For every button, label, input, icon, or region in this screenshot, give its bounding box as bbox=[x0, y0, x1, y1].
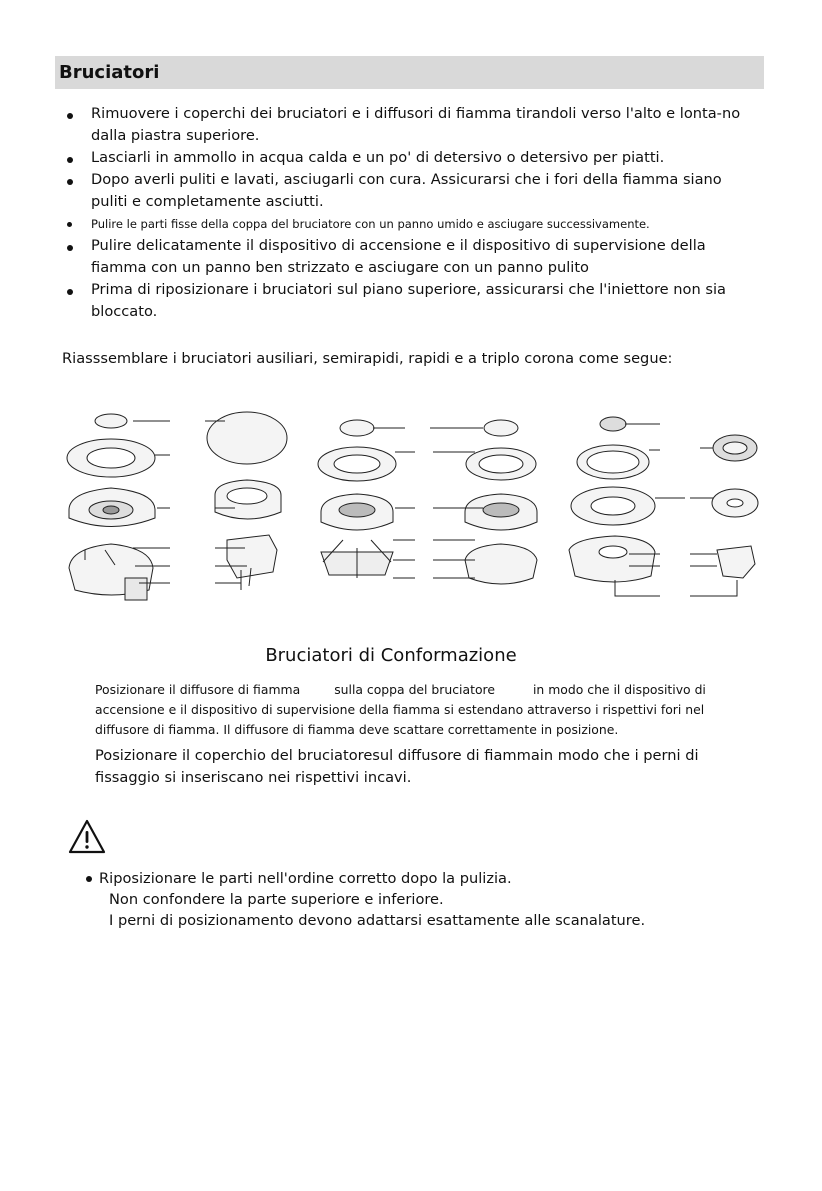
text-fragment: Posizionare il diffusore di fiamma bbox=[95, 682, 301, 697]
conformation-paragraph-2 bbox=[95, 745, 755, 789]
text-fragment: sulla coppa del bruciatore bbox=[334, 682, 495, 697]
section-title: Bruciatori bbox=[59, 62, 160, 83]
conformation-title: Bruciatori di Conformazione bbox=[265, 645, 517, 666]
burner-group-2 bbox=[318, 420, 537, 584]
step-item: Rimuovere i coperchi dei bruciatori e i diffusori di fiamma tirandoli verso l'alto e lonta-no dalla piastra superiore. bbox=[55, 103, 755, 147]
step-item: Prima di riposizionare i bruciatori sul piano superiore, assicurarsi che l'iniettore non sia bloccato. bbox=[55, 279, 755, 323]
reassembly-intro: Riasssemblare i bruciatori ausiliari, semirapidi, rapidi e a triplo corona come segue: bbox=[62, 350, 673, 367]
warning-list bbox=[85, 868, 765, 931]
burner-exploded-views bbox=[55, 400, 775, 610]
text-fragment: sul diffusore di fiamma bbox=[372, 747, 540, 764]
text-fragment: in modo che i perni di fissaggio si inseriscano nei rispettivi incavi. bbox=[95, 747, 699, 786]
section-header bbox=[55, 56, 764, 89]
burner-group-3 bbox=[569, 417, 758, 596]
warning-line: I perni di posizionamento devono adattarsi esattamente alle scanalature. bbox=[109, 912, 646, 929]
warning-line: Non confondere la parte superiore e inferiore. bbox=[109, 891, 444, 908]
conformation-paragraph-1 bbox=[95, 680, 755, 740]
text-fragment: in modo che il dispositivo di accensione e il dispositivo di supervisione della fiamma si estendano attraverso i rispettivi fori nel diffusore di fiamma. Il diffusore di fiamma deve scattare correttamente in posizione. bbox=[95, 682, 706, 737]
cleaning-steps-list bbox=[55, 103, 755, 323]
text-fragment: Posizionare il coperchio del bruciatore bbox=[95, 747, 373, 764]
warning-triangle-icon bbox=[67, 818, 107, 856]
step-item: Dopo averli puliti e lavati, asciugarli con cura. Assicurarsi che i fori della fiamma siano puliti e completamente asciutti. bbox=[55, 169, 755, 213]
burner-group-1 bbox=[67, 412, 287, 600]
step-item: Lasciarli in ammollo in acqua calda e un po' di detersivo o detersivo per piatti. bbox=[55, 147, 755, 169]
step-item: Pulire delicatamente il dispositivo di accensione e il dispositivo di supervisione della fiamma con un panno ben strizzato e asciugare con un panno pulito bbox=[55, 235, 755, 279]
warning-bullet: Riposizionare le parti nell'ordine corretto dopo la pulizia. bbox=[85, 868, 765, 889]
step-item: Pulire le parti fisse della coppa del bruciatore con un panno umido e asciugare successivamente. bbox=[55, 213, 755, 235]
